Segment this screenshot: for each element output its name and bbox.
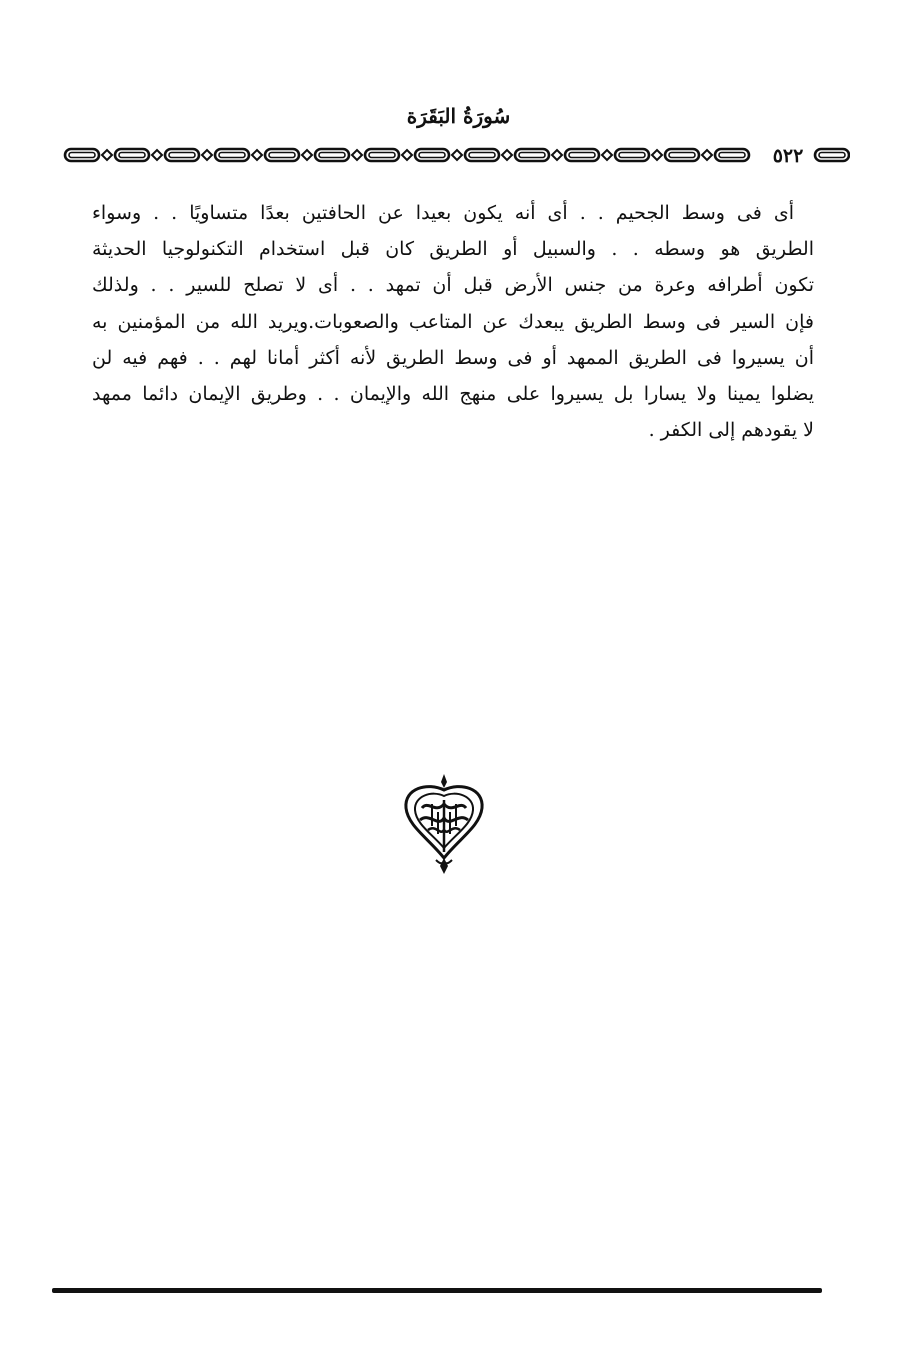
text-line: الطريق هو وسطه . . والسبيل أو الطريق كان قبل استخدام التكنولوجيا الحديثة	[92, 238, 814, 261]
chain-border-ornament	[60, 140, 850, 170]
text-line: لا يقودهم إلى الكفر .	[648, 419, 814, 442]
text-line: أى فى وسط الجحيم . . أى أنه يكون بعيدا عن الحافتين بعدًا متساويًا . . وسواء	[92, 202, 794, 224]
page-number: ٥٢٢	[772, 145, 804, 167]
text-line: فإن السير فى وسط الطريق يبعدك عن المتاعب والصعوبات.ويريد الله من المؤمنين به	[92, 310, 814, 333]
text-line: يضلوا يمينا ولا يسارا بل يسيروا على منهج الله والإيمان . . وطريق الإيمان دائما ممهد	[92, 383, 814, 406]
text-line: أن يسيروا فى الطريق الممهد أو فى وسط الطريق لأنه أكثر أمانا لهم . . فهم فيه لن	[92, 346, 814, 369]
body-text	[92, 195, 814, 448]
footer-rule	[52, 1288, 822, 1293]
surah-title: سُورَةُ البَقَرَة	[406, 104, 511, 128]
heart-calligraphy-ornament	[398, 768, 490, 878]
text-line: تكون أطرافه وعرة من جنس الأرض قبل أن تمهد . . أى لا تصلح للسير . . ولذلك	[92, 274, 814, 297]
